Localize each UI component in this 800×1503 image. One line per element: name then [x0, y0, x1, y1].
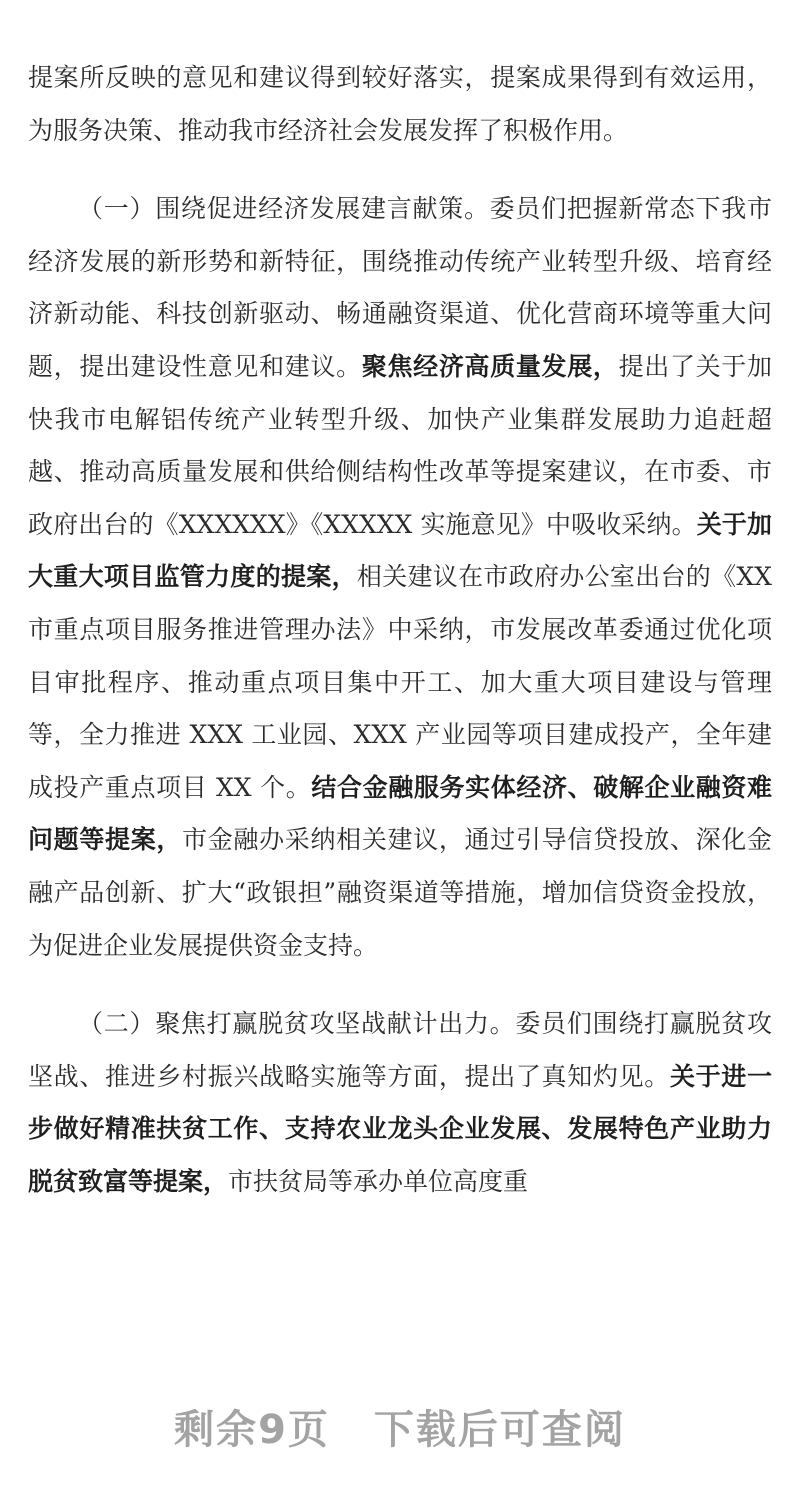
poverty-text-1: （二）聚焦打赢脱贫攻坚战献计出力。委员们围绕打赢脱贫攻坚战、推进乡村振兴战略实施等方面，提出了真知灼见。: [28, 1009, 772, 1091]
paragraph-poverty: [28, 998, 772, 1208]
economy-text-2: 提出了关于加快我市电解铝传统产业转型升级、加快产业集群发展助力追赶超越、推动高质量发展和供给侧结构性改革等提案建议，在市委、市政府出台的《XXXXXX》《XXXXX 实施意见》中吸收采纳。: [28, 351, 772, 539]
paragraph-intro: [28, 52, 772, 157]
poverty-text-2: 市扶贫局等承办单位高度重: [228, 1166, 529, 1196]
remaining-pages-label: 剩余9页: [174, 1407, 330, 1453]
document-body: [28, 52, 772, 1208]
poverty-highlight-1: 关于进一步做好精准扶贫工作、支持农业龙头企业发展、发展特色产业助力脱贫致富等提案，: [28, 1061, 772, 1196]
paragraph-economy: [28, 183, 772, 972]
economy-highlight-1: 聚焦经济高质量发展，: [361, 351, 619, 381]
download-to-view-label[interactable]: 下载后可查阅: [373, 1407, 626, 1453]
economy-text-4: 市金融办采纳相关建议，通过引导信贷投放、深化金融产品创新、扩大“政银担”融资渠道等措施，增加信贷资金投放，为促进企业发展提供资金支持。: [28, 825, 772, 960]
download-banner[interactable]: [0, 1398, 800, 1455]
economy-highlight-3: 结合金融服务实体经济、破解企业融资难问题等提案，: [28, 772, 772, 855]
economy-text-3: 相关建议在市政府办公室出台的《XX 市重点项目服务推进管理办法》中采纳，市发展改革委通过优化项目审批程序、推动重点项目集中开工、加大重大项目建设与管理等，全力推进 XXX 工业园、XXX 产业园等项目建成投产，全年建成投产重点项目 XX 个。: [28, 562, 772, 802]
economy-highlight-2: 关于加大重大项目监管力度的提案，: [28, 509, 772, 592]
economy-text-1: （一）围绕促进经济发展建言献策。委员们把握新常态下我市经济发展的新形势和新特征，围绕推动传统产业转型升级、培育经济新动能、科技创新驱动、畅通融资渠道、优化营商环境等重大问题，提出建设性意见和建议。: [28, 194, 772, 381]
paragraph-intro-text: 提案所反映的意见和建议得到较好落实，提案成果得到有效运用，为服务决策、推动我市经济社会发展发挥了积极作用。: [28, 63, 772, 145]
